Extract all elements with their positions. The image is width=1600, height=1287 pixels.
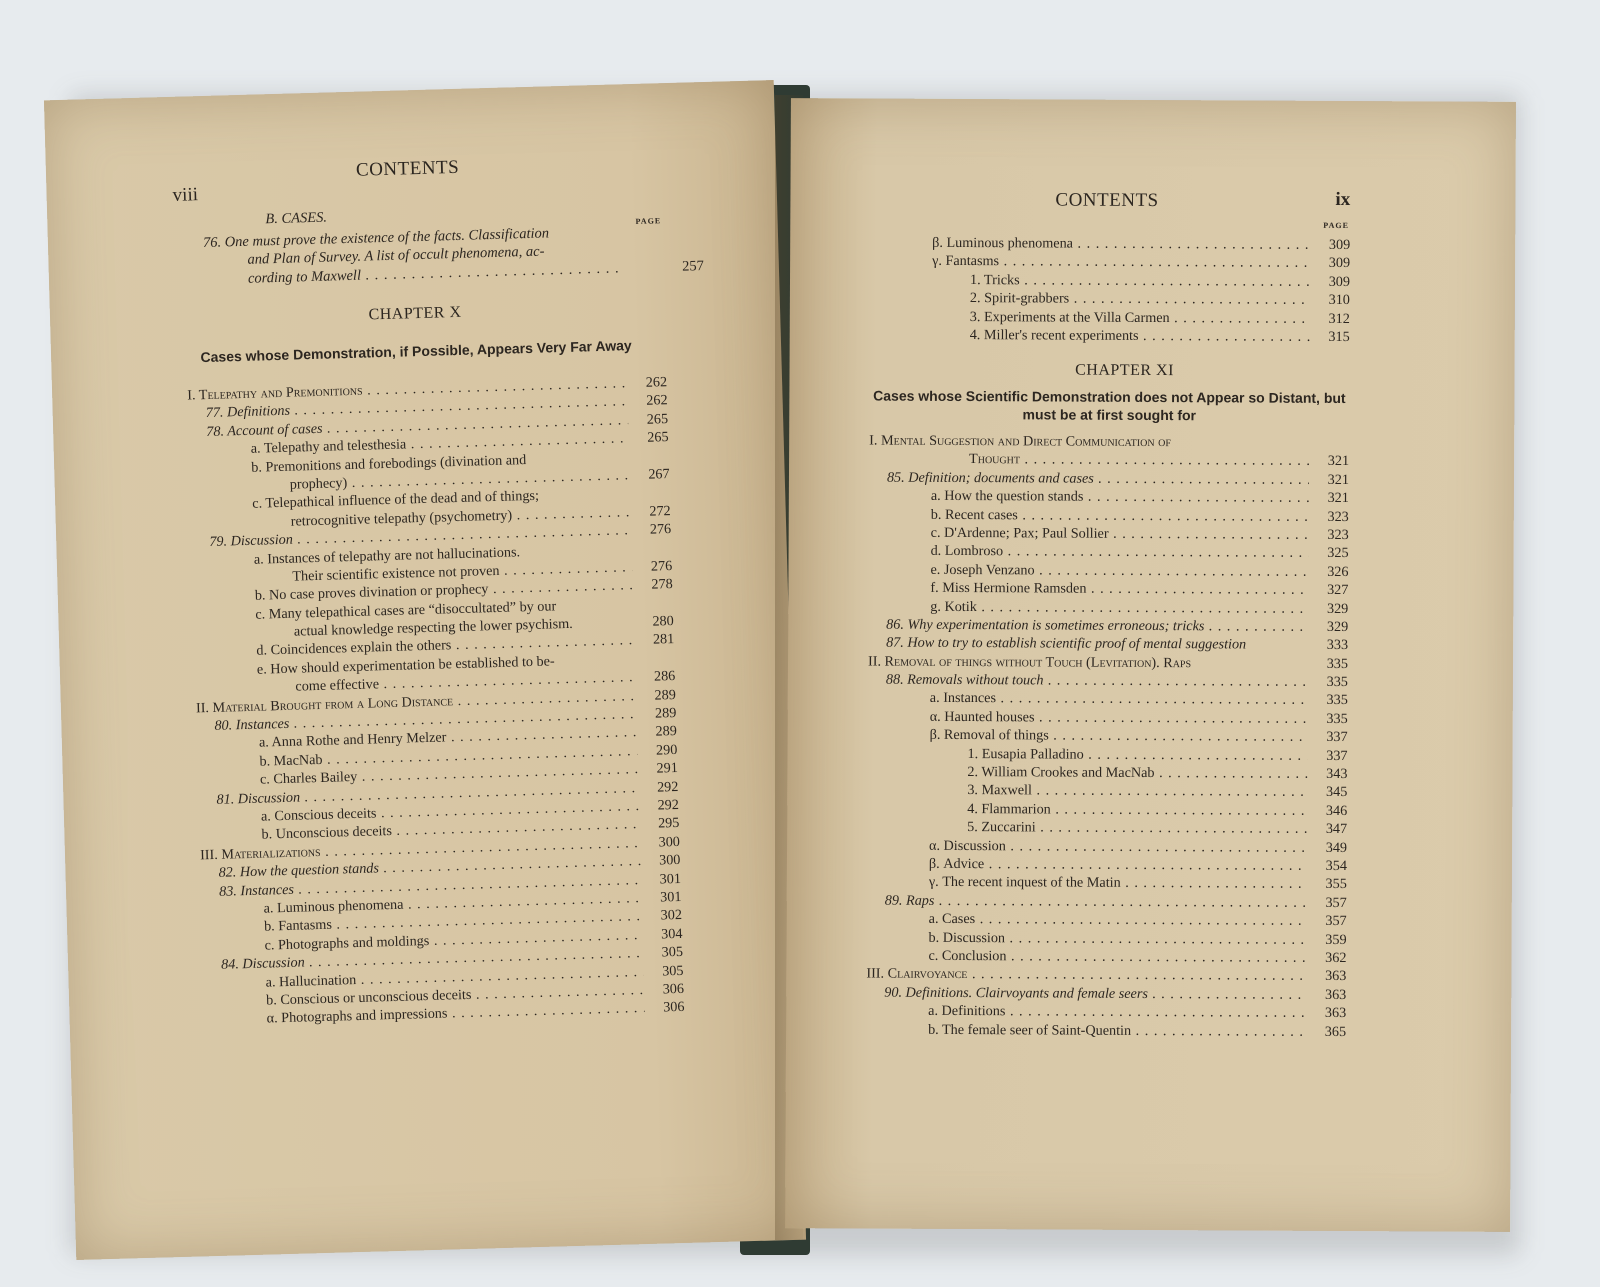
toc-entry-title: II. Material Brought from a Long Distance . . .: [196, 687, 636, 718]
section-b-heading: B. CASES.: [265, 209, 328, 228]
toc-entry-title: 4. Miller's recent experiments . . .: [970, 326, 1310, 346]
toc-entry: [870, 325, 1350, 346]
toc-entry-page: 343: [1326, 765, 1348, 783]
toc-entry-page: 262: [646, 392, 668, 410]
toc-entry-page: 281: [652, 631, 675, 649]
toc-entry-title: β. Advice . . .: [929, 855, 1307, 875]
toc-entry-page: 276: [649, 521, 672, 538]
toc-entry-page: 355: [1325, 876, 1347, 893]
toc-entry: [867, 910, 1347, 931]
toc-entry-page: 265: [646, 410, 669, 428]
toc-entry-page: 363: [1324, 986, 1347, 1003]
toc-entry-page: 335: [1326, 655, 1349, 672]
toc-entry-title: b. Discussion . . .: [929, 928, 1307, 948]
toc-entry-title: α. Haunted houses . . .: [930, 708, 1308, 728]
toc-entry-title: 83. Instances . . .: [219, 871, 641, 901]
toc-entry-title: e. Joseph Venzano . . .: [930, 561, 1308, 581]
toc-entry-page: 315: [1328, 328, 1350, 345]
toc-entry-page: 335: [1326, 692, 1348, 709]
toc-entry-page: 321: [1327, 453, 1350, 470]
toc-entry: [867, 891, 1347, 912]
toc-entry-title: a. Instances . . .: [930, 689, 1308, 709]
toc-entry-title: 2. William Crookes and MacNab . . .: [967, 763, 1307, 783]
toc-entry: [867, 744, 1347, 765]
toc-entry-title: b. The female seer of Saint-Quentin . . .: [928, 1020, 1306, 1040]
toc-entry-page: [637, 649, 675, 650]
toc-entry-title: b. MacNab . . .: [259, 742, 637, 771]
toc-entry-page: 365: [1324, 1023, 1347, 1040]
toc-entry: [868, 597, 1348, 618]
toc-entry-page: 280: [652, 613, 674, 630]
toc-entry-title: 3. Experiments at the Villa Carmen . . .: [970, 308, 1310, 328]
toc-entry: [869, 542, 1349, 563]
toc-entry-title: actual knowledge respecting the lower psychism.: [293, 615, 573, 640]
toc-entry-page: 359: [1325, 931, 1347, 948]
right-page-label: PAGE: [1323, 220, 1349, 231]
toc-entry-page: 272: [649, 502, 671, 520]
toc-entry-page: 289: [655, 723, 678, 741]
toc-entry-title: γ. The recent inquest of the Matin . . .: [929, 873, 1307, 893]
toc-entry-title: a. Hallucination . . .: [265, 963, 643, 992]
left-folio: viii: [172, 184, 199, 206]
toc-entry-title: f. Miss Hermione Ramsden . . .: [930, 579, 1308, 599]
toc-entry: [868, 726, 1348, 747]
toc-entry-page: 309: [1328, 236, 1351, 254]
toc-entry-title: I. Mental Suggestion and Direct Communication of: [869, 432, 1171, 451]
toc-entry: [867, 928, 1347, 949]
toc-entry: [866, 1020, 1346, 1041]
toc-entry-page: 312: [1328, 310, 1350, 327]
toc-entry-title: a. Anna Rothe and Henry Melzer . . .: [259, 724, 637, 753]
toc-entry-title: 89. Raps . . .: [885, 891, 1307, 912]
toc-entry-page: 267: [648, 466, 670, 483]
toc-entry-title: 81. Discussion . . .: [216, 779, 638, 809]
toc-entry: [866, 1002, 1346, 1023]
toc-entry-page: 306: [662, 980, 685, 998]
toc-entry-page: 301: [659, 888, 682, 906]
toc-entry-title: b. Fantasms . . .: [264, 907, 642, 936]
toc-entry-title: a. How the question stands . . .: [931, 487, 1309, 507]
toc-entry-page: 300: [658, 852, 681, 869]
toc-entry-title: c. Many telepathical cases are “disoccultated” by our: [255, 598, 557, 623]
toc-entry: [867, 799, 1347, 820]
toc-entry-page: 327: [1327, 582, 1349, 599]
entry-76: 76. One must prove the existence of the facts. Classification and Plan of Survey. A list of occult phenomena, ac- cording to Maxwell . . . 257: [203, 221, 664, 289]
toc-entry-title: β. Luminous phenomena . . .: [932, 234, 1310, 254]
toc-entry: [869, 505, 1349, 526]
toc-entry-page: [631, 447, 669, 448]
toc-entry-page: 335: [1326, 710, 1348, 727]
toc-entry-title: c. Telepathical influence of the dead and of things;: [252, 488, 540, 513]
toc-entry: [866, 946, 1346, 967]
toc-entry: [868, 652, 1348, 673]
toc-entry: [868, 634, 1348, 655]
toc-entry-page: 305: [661, 944, 684, 961]
toc-entry-page: 291: [656, 760, 679, 777]
toc-entry-title: 86. Why experimentation is sometimes erroneous; tricks . . .: [886, 616, 1308, 637]
toc-entry-page: 357: [1325, 894, 1347, 911]
toc-entry-title: 77. Definitions . . .: [205, 393, 627, 423]
toc-entry-page: 286: [653, 668, 676, 685]
toc-entry: [867, 873, 1347, 894]
toc-entry-title: b. Conscious or unconscious deceits . . .: [266, 981, 644, 1010]
toc-entry-title: c. Charles Bailey . . .: [260, 760, 638, 789]
toc-entry: [868, 689, 1348, 710]
toc-entry-page: 347: [1325, 821, 1348, 838]
toc-entry-title: a. Cases . . .: [929, 910, 1307, 930]
toc-entry-title: 80. Instances . . .: [214, 705, 636, 735]
toc-entry-page: [633, 539, 671, 540]
toc-entry-title: d. Coincidences explain the others . . .: [256, 632, 634, 661]
toc-entry: [870, 252, 1350, 273]
toc-entry-title: c. D'Ardenne; Pax; Paul Sollier . . .: [931, 524, 1309, 544]
toc-entry-title: 1. Tricks . . .: [970, 271, 1310, 291]
toc-entry-title: γ. Fantasms . . .: [932, 252, 1310, 272]
toc-entry-title: 3. Maxwell . . .: [967, 781, 1307, 801]
toc-entry-page: 302: [660, 907, 683, 924]
toc-entry-title: 79. Discussion . . .: [209, 521, 631, 551]
toc-entry: [869, 523, 1349, 544]
toc-entry-title: 90. Definitions. Clairvoyants and female seers . . .: [884, 983, 1306, 1004]
toc-entry-title: 2. Spirit-grabbers . . .: [970, 289, 1310, 309]
left-page-label: PAGE: [635, 216, 662, 226]
toc-entry-page: 362: [1325, 949, 1347, 966]
toc-entry-title: III. Materializations . . .: [200, 834, 640, 865]
toc-entry-title: I. Telepathy and Premonitions . . .: [187, 374, 627, 405]
toc-entry-title: β. Removal of things . . .: [930, 726, 1308, 746]
toc-entry-title: III. Clairvoyance . . .: [866, 965, 1306, 986]
left-page: [44, 80, 806, 1260]
toc-entry-page: 335: [1326, 674, 1348, 691]
left-toc-list: [187, 373, 685, 1030]
toc-entry-title: prophecy) . . .: [290, 466, 630, 494]
toc-entry-title: II. Removal of things without Touch (Levitation). Raps: [867, 653, 1192, 671]
toc-entry-page: 349: [1325, 839, 1348, 856]
toc-entry-page: 276: [650, 557, 673, 575]
toc-entry-title: b. No case proves divination or prophecy . . .: [255, 576, 633, 605]
toc-entry-title: 88. Removals without touch . . .: [886, 671, 1308, 692]
toc-entry: [867, 818, 1347, 839]
toc-entry-page: 295: [657, 815, 680, 832]
toc-entry: [868, 579, 1348, 600]
toc-entry-title: 87. How to try to establish scientific proof of mental suggestion: [886, 634, 1247, 653]
toc-entry-page: 309: [1328, 273, 1351, 290]
toc-entry: [870, 234, 1350, 255]
toc-entry: [868, 615, 1348, 636]
left-chapter-heading: CHAPTER X: [368, 303, 462, 324]
toc-entry-title: a. Instances of telepathy are not hallucinations.: [253, 543, 521, 568]
toc-entry-page: 289: [654, 686, 677, 704]
toc-entry-page: 346: [1325, 802, 1348, 819]
toc-entry-title: a. Definitions . . .: [928, 1002, 1306, 1022]
toc-entry-title: α. Discussion . . .: [929, 836, 1307, 856]
right-page: [785, 98, 1516, 1232]
toc-entry-page: 345: [1326, 784, 1348, 801]
toc-entry-page: 321: [1327, 490, 1349, 507]
toc-entry-title: b. Recent cases . . .: [931, 505, 1309, 525]
toc-entry-page: 304: [660, 925, 683, 943]
toc-entry-title: 4. Flammarion . . .: [967, 800, 1307, 820]
toc-entry-page: 329: [1326, 618, 1349, 635]
toc-entry-page: 305: [661, 962, 684, 979]
toc-entry-title: 5. Zuccarini . . .: [967, 818, 1307, 838]
toc-entry-page: [632, 483, 670, 484]
toc-entry-title: retrocognitive telepathy (psychometry) . . .: [291, 503, 631, 531]
toc-entry-page: 309: [1328, 255, 1351, 272]
toc-entry: [868, 560, 1348, 581]
right-folio: ix: [1335, 188, 1351, 211]
left-chapter-title: Cases whose Demonstration, if Possible, Appears Very Far Away: [200, 337, 632, 366]
toc-entry-title: a. Conscious deceits . . .: [261, 797, 639, 826]
right-toc-top-list: [870, 234, 1351, 347]
toc-entry-page: 278: [651, 576, 673, 593]
toc-entry: [870, 270, 1350, 291]
toc-entry-title: Thought . . .: [969, 450, 1309, 470]
toc-entry: [869, 450, 1349, 471]
toc-entry-page: 262: [645, 374, 668, 391]
toc-entry: [868, 671, 1348, 692]
toc-entry-page: 292: [657, 796, 680, 814]
toc-entry-page: 290: [655, 741, 678, 759]
toc-entry-page: 310: [1328, 292, 1350, 309]
toc-entry: [868, 707, 1348, 728]
toc-entry-title: d. Lombroso . . .: [931, 542, 1309, 562]
toc-entry-title: 82. How the question stands . . .: [218, 852, 640, 882]
toc-entry: [867, 781, 1347, 802]
toc-entry-page: 357: [1325, 913, 1347, 930]
toc-entry-page: 306: [663, 999, 685, 1016]
toc-entry-page: 326: [1327, 563, 1349, 580]
toc-entry-title: e. How should experimentation be established to be-: [256, 653, 555, 678]
toc-entry-title: come effective . . .: [295, 668, 635, 696]
toc-entry-page: 337: [1326, 747, 1348, 764]
toc-entry-page: 289: [654, 705, 677, 722]
toc-entry-page: 329: [1326, 600, 1349, 617]
toc-entry-page: 323: [1327, 526, 1349, 543]
toc-entry: [867, 836, 1347, 857]
toc-entry-page: 321: [1327, 471, 1350, 488]
toc-entry-title: α. Photographs and impressions . . .: [266, 999, 644, 1028]
toc-entry: [866, 983, 1346, 1004]
toc-entry-page: 323: [1327, 508, 1349, 525]
toc-entry: [869, 468, 1349, 489]
toc-entry-page: [635, 594, 673, 595]
toc-entry-title: c. Photographs and moldings . . .: [264, 926, 642, 955]
toc-entry: [869, 432, 1349, 453]
right-toc-list: [866, 432, 1349, 1041]
toc-entry-title: 84. Discussion . . .: [221, 944, 643, 974]
toc-entry: [870, 289, 1350, 310]
toc-entry-page: 354: [1325, 857, 1347, 875]
right-page-header: CONTENTS: [1055, 189, 1159, 212]
toc-entry: [867, 763, 1347, 784]
toc-entry-title: c. Conclusion . . .: [928, 947, 1306, 967]
toc-entry: [867, 855, 1347, 876]
toc-entry-title: b. Unconscious deceits . . .: [261, 815, 639, 844]
toc-entry-page: 265: [647, 429, 669, 446]
toc-entry-page: 363: [1324, 1005, 1347, 1022]
toc-entry-page: 337: [1326, 729, 1348, 746]
toc-entry-title: 78. Account of cases . . .: [206, 411, 628, 441]
right-chapter-heading: CHAPTER XI: [1075, 361, 1174, 380]
toc-entry-title: g. Kotik . . .: [930, 597, 1308, 617]
toc-entry-page: 292: [656, 778, 679, 796]
toc-entry-title: 85. Definition; documents and cases . . .: [887, 468, 1309, 489]
toc-entry: [866, 965, 1346, 986]
toc-entry-title: a. Luminous phenomena . . .: [263, 889, 641, 918]
toc-entry-page: 363: [1325, 968, 1347, 985]
toc-entry-page: 300: [658, 833, 681, 851]
toc-entry-page: 333: [1326, 637, 1349, 654]
toc-entry: [870, 307, 1350, 328]
entry-76-last-line: cording to Maxwell . . . 257: [204, 258, 664, 289]
toc-entry-title: b. Premonitions and forebodings (divination and: [251, 451, 527, 476]
toc-entry-page: 301: [659, 870, 682, 888]
right-chapter-title: Cases whose Scientific Demonstration does not Appear so Distant, but must be at first sought for: [873, 387, 1346, 424]
left-page-header: CONTENTS: [355, 156, 460, 181]
toc-entry: [869, 487, 1349, 508]
toc-entry-title: 1. Eusapia Palladino . . .: [967, 745, 1307, 765]
toc-entry-title: Their scientific existence not proven . . .: [292, 558, 632, 586]
toc-entry-title: a. Telepathy and telesthesia . . .: [251, 429, 629, 458]
toc-entry-page: 325: [1327, 545, 1349, 562]
